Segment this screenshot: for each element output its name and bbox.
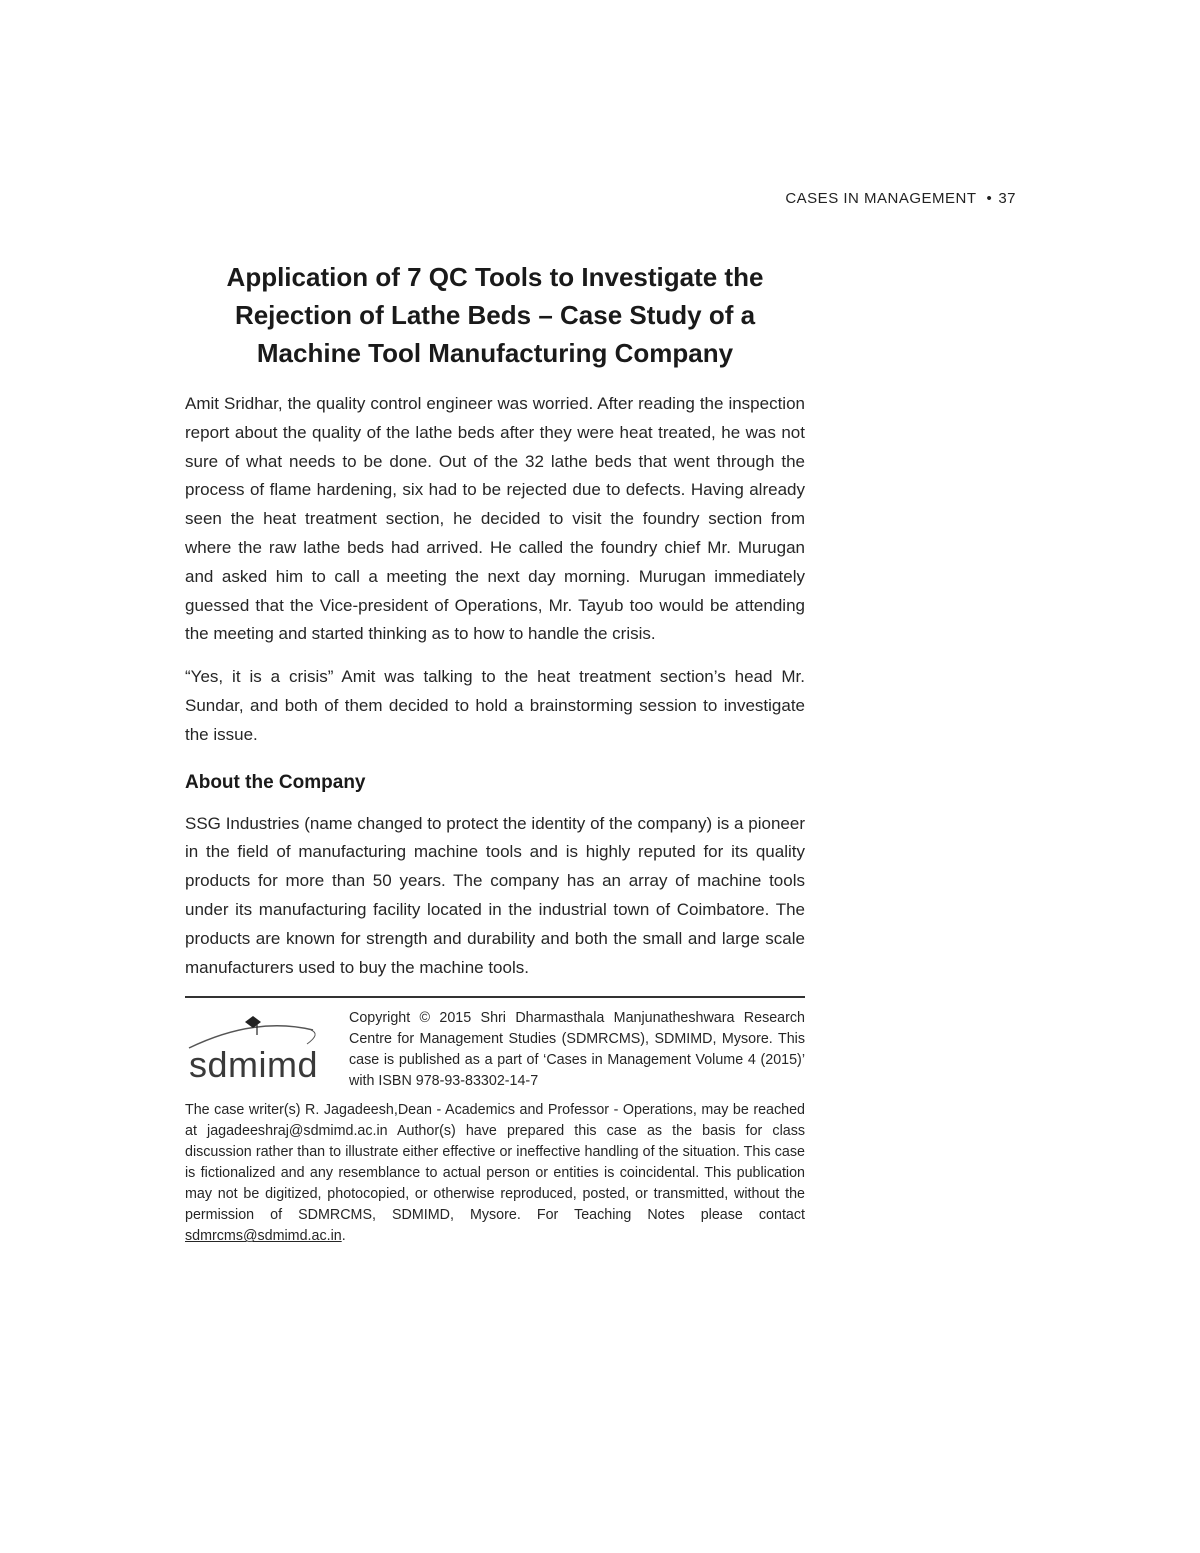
section-heading-about-company: About the Company [185,771,366,793]
crisis-paragraph: “Yes, it is a crisis” Amit was talking to the heat treatment section’s head Mr. Sundar, and both of them decided to hold a brainstorming session to investigate the issue. [185,667,805,744]
intro-paragraph: Amit Sridhar, the quality control engineer was worried. After reading the inspection report about the quality of the lathe beds after they were heat treated, he was not sure of what needs to be done. Out of the 32 lathe beds that went through the process of flame hardening, six had to be rejected due to defects. Having already seen the heat treatment section, he decided to visit the foundry section from where the raw lathe beds had arrived. He called the foundry chief Mr. Murugan and asked him to call a meeting the next day morning. Murugan immediately guessed that the Vice-president of Operations, Mr. Tayub too would be attending the meeting and started thinking as to how to handle the crisis. [185,394,805,644]
bullet-separator: • [986,190,993,207]
running-title: CASES IN MANAGEMENT [785,190,977,207]
title-line-3: Machine Tool Manufacturing Company [256,338,734,368]
writer-note-text: The case writer(s) R. Jagadeesh,Dean - Academics and Professor - Operations, may be reached at jagadeeshraj@sdmimd.ac.in Author(s) have prepared this case as the basis for class discussion rather than to illustrate either effective or ineffective handling of the situation. This case is fictionalized and any resemblance to actual person or entities is coincidental. This publication may not be digitized, photocopied, or otherwise reproduced, posted, or transmitted, without the permission of SDMRCMS, SDMIMD, Mysore. For Teaching Notes please contact [185,1102,805,1224]
contact-email-link[interactable]: sdmrcms@sdmimd.ac.in [185,1228,342,1245]
sdmimd-logo [185,1008,345,1098]
running-header [785,190,1016,207]
case-writer-note [185,1100,805,1247]
title-line-2: Rejection of Lathe Beds – Case Study of a [234,300,756,330]
copyright-block [185,1008,805,1098]
footer-divider [185,996,805,998]
logo-wordmark: sdmimd [189,1044,319,1086]
article-title [185,258,805,372]
article-column [185,258,805,1247]
title-line-1: Application of 7 QC Tools to Investigate the [226,262,764,292]
copyright-notice: Copyright © 2015 Shri Dharmasthala Manjunatheshwara Research Centre for Management Studies (SDMRCMS), SDMIMD, Mysore. This case is published as a part of ‘Cases in Management Volume 4 (2015)’ with ISBN 978-93-83302-14-7 [349,1010,805,1090]
trailing-period: . [341,1228,346,1245]
company-paragraph: SSG Industries (name changed to protect the identity of the company) is a pioneer in the field of manufacturing machine tools and is highly reputed for its quality products for more than 50 years. The company has an array of machine tools under its manufacturing facility located in the industrial town of Coimbatore. The products are known for strength and durability and both the small and large scale manufacturers used to buy the machine tools. [185,813,805,977]
page-number: 37 [998,190,1016,207]
